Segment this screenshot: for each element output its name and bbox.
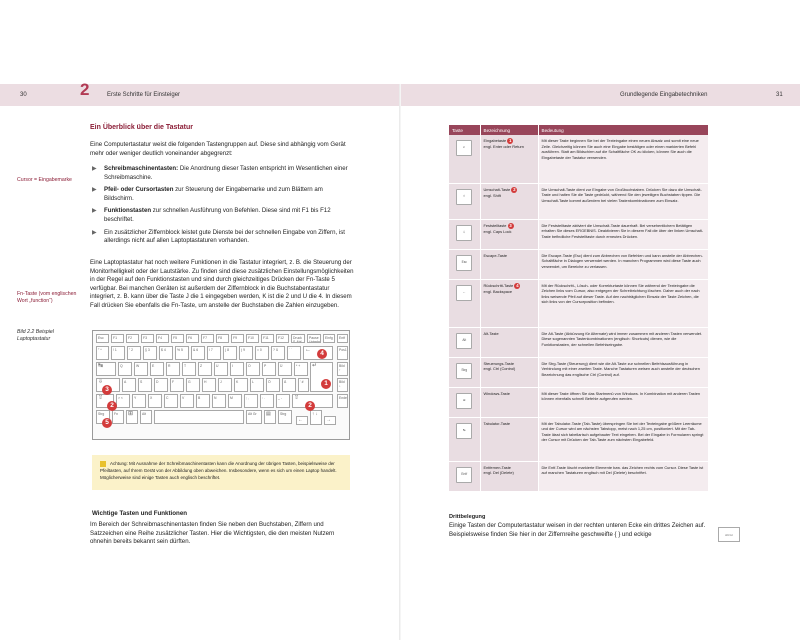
escape-key-icon: Esc xyxy=(456,255,472,271)
list-item: ▶ Pfeil- oder Cursortasten zur Steuerung der Eingabemarke und zum Blättern am Bildschirm. xyxy=(92,186,323,202)
key-e: E xyxy=(150,362,164,376)
left-page-number: 30 xyxy=(20,92,27,98)
alt-gr-key-icon: Alt Gr xyxy=(718,527,740,542)
badge-3: 3 xyxy=(509,222,512,228)
warning-note: Achtung: Mit Ausnahme der Schreibmaschinentasten kann die Anordnung der übrigen Tasten, beispielsweise der Pfeiltasten, auf Ihrem Gerät von der Abbildung oben abweichen. Insbesondere, wenn es sich um einen Laptop handelt. Möglicherweise sind einige Tasten auch englisch beschriftet. xyxy=(92,455,350,490)
backspace-key-icon: ← xyxy=(456,285,472,301)
key-hash: ' # xyxy=(298,378,309,392)
key-group-list xyxy=(92,165,354,250)
key-p: P xyxy=(262,362,276,376)
key-sz: ? ß xyxy=(271,346,285,360)
key-alt: Alt xyxy=(140,410,152,424)
key-h: H xyxy=(202,378,216,392)
delete-key-icon: Entf xyxy=(456,467,472,483)
enter-key-icon: ↵ xyxy=(456,140,472,156)
keys-table xyxy=(449,125,709,492)
key-f10: F10 xyxy=(246,334,259,343)
key-q: Q xyxy=(118,362,132,376)
arrow-icon: ▶ xyxy=(92,208,97,215)
key-esc: Esc xyxy=(96,334,109,343)
laptop-paragraph: Eine Laptoptastatur hat noch weitere Funktionen in die Tastatur integriert, z. B. die Steuerung der Monitorhelligkeit oder der Lautstärke. Zu finden sind diese zusätzlichen Einstellungsmöglichkeiten in der Regel auf den Funktionstasten und sind durch gleichzeitiges Drücken der Fn-Taste 5 verfügbar. Bei manchen Geräten ist außerdem der Ziffernblock in die Buchstabentastatur integriert, z. B. kann über die Taste J die 1 eingegeben werden, K ist die 2 und U die 4. In diesem Fall drücken Sie ebenfalls die Fn-Taste, um anstelle der Buchstaben die Zahlen einzugeben. xyxy=(90,259,354,309)
key-print: Druck S-Abf xyxy=(291,334,305,343)
key-w: W xyxy=(134,362,148,376)
key-arrow-left: ← xyxy=(296,416,308,425)
badge-1: 1 xyxy=(509,138,512,143)
key-a: A xyxy=(122,378,136,392)
key-ue: Ü xyxy=(278,362,292,376)
key-3: § 3 xyxy=(143,346,157,360)
key-f6: F6 xyxy=(186,334,199,343)
key-fn: Fn xyxy=(112,410,124,424)
badge-2: 2 xyxy=(107,401,117,411)
chapter-title: Erste Schritte für Einsteiger xyxy=(107,92,181,98)
key-delete: Entf xyxy=(337,334,348,343)
key-s: S xyxy=(138,378,152,392)
key-g: G xyxy=(186,378,200,392)
key-space xyxy=(154,410,244,424)
key-f2: F2 xyxy=(126,334,139,343)
subheading-important-keys: Wichtige Tasten und Funktionen xyxy=(92,510,188,517)
list-item xyxy=(92,229,354,246)
ctrl-key-icon: Strg xyxy=(456,363,472,379)
key-arrow-up-down: ↑ ↓ xyxy=(310,410,322,425)
table-row: Esc Escape-Taste Die Escape-Taste (Esc) dient zum Abbrechen von Befehlen und kann anstelle der Abbrechen-Schaltfläche in Dialogen verwendet werden. In manchen Programmen wird diese Taste auch verwendet, um Bereiche zu verlassen. xyxy=(449,249,708,279)
badge-2: 2 xyxy=(513,186,516,192)
column-header: Taste xyxy=(449,125,480,135)
key-caps-lock: ⇩ xyxy=(96,378,120,392)
chapter-number: 2 xyxy=(80,80,90,99)
key-shift-right: ⇧ xyxy=(292,394,333,408)
key-comma: ; , xyxy=(244,394,258,408)
shift-key-icon: ⇧ xyxy=(456,189,472,205)
laptop-keyboard-illustration xyxy=(92,330,350,440)
key-windows: ⊞ xyxy=(126,410,138,424)
key-b: B xyxy=(196,394,210,408)
key-2: " 2 xyxy=(127,346,141,360)
table-row: Strg Steuerungs-Taste engl. Ctrl (Control) Die Strg-Taste (Steuerung) dient wie die Alt-Taste zur schnellen Befehlsausführung in Verbindung mit einer zweiten Taste. Manche Tastaturen weisen auch anstelle der deutschen Bezeichnung das englische Ctrl (Control) auf. xyxy=(449,357,708,387)
table-row: ⊞ Windows-Taste Mit dieser Taste öffnen Sie das Startmenü von Windows. In Kombination mit anderen Tasten können ebenfalls schnell Befehle aufgerufen werden. xyxy=(449,387,708,417)
key-v: V xyxy=(180,394,194,408)
key-end: Ende xyxy=(337,394,348,408)
right-page-number: 31 xyxy=(776,92,783,98)
key-tab: ↹ xyxy=(96,362,116,376)
key-alt-gr: Alt Gr xyxy=(246,410,262,424)
key-f3: F3 xyxy=(141,334,154,343)
key-enter: ↵ xyxy=(310,362,333,392)
key-shift-left: ⇧ xyxy=(96,394,114,408)
list-item: ▶ Funktionstasten zur schnellen Ausführung von Befehlen. Diese sind mit F1 bis F12 beschriftet. xyxy=(92,207,331,223)
key-d: D xyxy=(154,378,168,392)
key-period: : . xyxy=(260,394,274,408)
key-menu: ▤ xyxy=(264,410,276,424)
column-header: Bedeutung xyxy=(538,125,708,135)
table-row: ⇩ Feststelltaste 3 engl. Caps Lock Die Feststelltaste aktiviert die Umschalt-Taste dauerhaft. Bei versehentlichem Betätigen erhalten Sie dieses ERGEBNIS. Deaktivieren Sie in diesem Fall die über der linken Umschalt-Taste befindliche Feststelltaste durch erneutes Drücken. xyxy=(449,219,708,249)
table-row: ↹ Tabulator-Taste Mit der Tabulator-Taste (Tab-Taste) überspringen Sie bei der Texteingabe größere Leerräume und der Cursor wird am nächsten Tabstopp, meist nach 1,25 cm, positioniert. Mit der Tab-Taste lässt sich tabellarisch aufgebauter Text eingeben. Bei der Eingabe in Formularen springt der Cursor mit Drücken der Tab-Taste zum nächsten Eingabefeld. xyxy=(449,417,708,461)
table-row: ← Rückschritt-Taste 4 engl. Backspace Mit der Rückschritt-, Lösch- oder Korrekturtaste können Sie während der Texteingabe die Zeichen links vom Cursor, also entgegen der Schreibrichtung löschen. Daher auch der nach links weisende Pfeil auf dieser Taste. Auf den nachträglichen Einsatz der Taste Zeichen, die sich links von der Cursorposition befinden. xyxy=(449,279,708,327)
key-page-up: Bild ↑ xyxy=(337,362,348,376)
badge-4: 4 xyxy=(516,282,519,288)
closing-paragraph: Im Bereich der Schreibmaschinentasten finden Sie neben den Buchstaben, Ziffern und Satzzeichen eine Reihe zusätzlicher Tasten. Hier die Wichtigsten, die den meisten Nutzern ohnehin bereits bekannt sein dürften. xyxy=(90,521,335,546)
key-ctrl-left: Strg xyxy=(96,410,110,424)
key-less-than: > < xyxy=(116,394,130,408)
key-5: % 5 xyxy=(175,346,189,360)
key-0: = 0 xyxy=(255,346,269,360)
badge-2: 2 xyxy=(305,401,315,411)
key-plus: * + xyxy=(294,362,308,376)
alt-key-icon: Alt xyxy=(456,333,472,349)
table-row: Alt Alt-Taste Die Alt-Taste (Abkürzung für Alternate) wird immer zusammen mit anderen Tasten verwendet. Diese sogenannten Tastenkombinationen (englisch: Shortcuts) dienen, wie die Funktionstasten, der schnellen Befehlseingabe. xyxy=(449,327,708,357)
key-ae: Ä xyxy=(282,378,296,392)
key-1: ! 1 xyxy=(111,346,125,360)
badge-1: 1 xyxy=(321,379,331,389)
margin-note-fn: Fn-Taste (vom englischen Wort „function“) xyxy=(17,291,77,304)
key-i: I xyxy=(230,362,244,376)
key-accent: ` ´ xyxy=(287,346,301,360)
subheading-third-assignment: Drittbelegung xyxy=(449,514,486,520)
third-assignment-paragraph: Einige Tasten der Computertastatur weisen in der rechten unteren Ecke ein drittes Zeichen auf. Beispielsweise finden Sie hier in der Ziffernreihe geschweifte { } und eckige xyxy=(449,522,706,538)
key-8: ( 8 xyxy=(223,346,237,360)
key-ctrl-right: Strg xyxy=(278,410,292,424)
key-pause: Pause Unterbr xyxy=(309,336,321,343)
key-arrow-right: → xyxy=(324,416,336,425)
key-f9: F9 xyxy=(231,334,244,343)
margin-note-cursor: Cursor = Eingabemarke xyxy=(17,177,72,183)
table-header-row xyxy=(449,125,708,135)
key-u: U xyxy=(214,362,228,376)
badge-3: 3 xyxy=(102,385,112,395)
key-4: $ 4 xyxy=(159,346,173,360)
key-o: O xyxy=(246,362,260,376)
key-y: Y xyxy=(132,394,146,408)
key-insert: Einfg xyxy=(323,334,335,343)
book-gutter xyxy=(399,84,401,640)
table-row: Entf Entfernen-Taste engl. Del (Delete) Die Entf-Taste löscht markierte Elemente bzw. das Zeichen rechts vom Cursor. Diese Taste ist auf manchen Tastaturen englisch mit Del (Delete) beschriftet. xyxy=(449,461,708,491)
key-k: K xyxy=(234,378,248,392)
key-caret: ° ^ xyxy=(96,346,109,360)
key-r: R xyxy=(166,362,180,376)
windows-key-icon: ⊞ xyxy=(456,393,472,409)
key-j: J xyxy=(218,378,232,392)
note-icon xyxy=(100,461,106,467)
key-f8: F8 xyxy=(216,334,229,343)
key-7: / 7 xyxy=(207,346,221,360)
figure-caption: Bild 2.2 Beispiel Laptoptastatur xyxy=(17,329,54,342)
key-m: M xyxy=(228,394,242,408)
page-heading: Ein Überblick über die Tastatur xyxy=(90,124,193,131)
key-pos1: Pos1 xyxy=(337,346,348,360)
key-f1: F1 xyxy=(111,334,124,343)
table-row: ⇧ Umschalt-Taste 2 engl. Shift Die Umschalt-Taste dient zur Eingabe von Großbuchstaben. Drücken Sie dazu die Umschalt-Taste und halten Sie die Taste gedrückt, während Sie den jeweiligen Buchstaben tippen. Die Umschalt-Taste kommt außerdem bei vielen Tastenkombinationen zum Einsatz. xyxy=(449,183,708,219)
key-minus: _ - xyxy=(276,394,290,408)
key-f7: F7 xyxy=(201,334,214,343)
intro-paragraph: Eine Computertastatur weist die folgenden Tastengruppen auf. Diese sind abhängig vom Gerät mehr oder weniger deutlich voneinander abgegrenzt: xyxy=(90,141,346,157)
arrow-icon: ▶ xyxy=(92,166,97,172)
key-l: L xyxy=(250,378,264,392)
key-page-down: Bild ↓ xyxy=(337,378,348,392)
key-f12: F12 xyxy=(276,334,289,343)
key-n: N xyxy=(212,394,226,408)
key-z: Z xyxy=(198,362,212,376)
key-f4: F4 xyxy=(156,334,169,343)
arrow-icon: ▶ xyxy=(92,229,97,236)
badge-5: 5 xyxy=(102,418,112,428)
tab-key-icon: ↹ xyxy=(456,423,472,439)
arrow-icon: ▶ xyxy=(92,187,97,194)
key-f: F xyxy=(170,378,184,392)
key-x: X xyxy=(148,394,162,408)
caps-lock-key-icon: ⇩ xyxy=(456,225,472,241)
section-title: Grundlegende Eingabetechniken xyxy=(620,92,708,98)
column-header: Bezeichnung xyxy=(480,125,538,135)
key-f11: F11 xyxy=(261,334,274,343)
key-c: C xyxy=(164,394,178,408)
table-row: ↵ Eingabetaste 1 engl. Enter oder Return Mit dieser Taste beginnen Sie bei der Texteingabe einen neuen Absatz und somit eine neue Zeile. Gleichzeitig können Sie auch eine Eingabe bestätigen oder einen markierten Befehl ausführen. Statt am Bildschirm auf die Schaltfläche OK zu klicken, können Sie auch die Eingabetaste der Tastatur verwenden. xyxy=(449,135,708,183)
list-item: ▶ Schreibmaschinentasten: Die Anordnung dieser Tasten entspricht im Wesentlichen einer Schreibmaschine. xyxy=(92,165,348,181)
key-oe: Ö xyxy=(266,378,280,392)
key-t: T xyxy=(182,362,196,376)
badge-4: 4 xyxy=(317,349,327,359)
key-6: & 6 xyxy=(191,346,205,360)
key-9: ) 9 xyxy=(239,346,253,360)
key-backspace: ← xyxy=(303,346,333,360)
numpad-bullet-text: Ein zusätzlicher Ziffernblock leistet gute Dienste bei der schnellen Eingabe von Ziffern, ist allerdings nicht auf allen Laptoptastaturen vorhanden. xyxy=(104,228,345,245)
key-f5: F5 xyxy=(171,334,184,343)
